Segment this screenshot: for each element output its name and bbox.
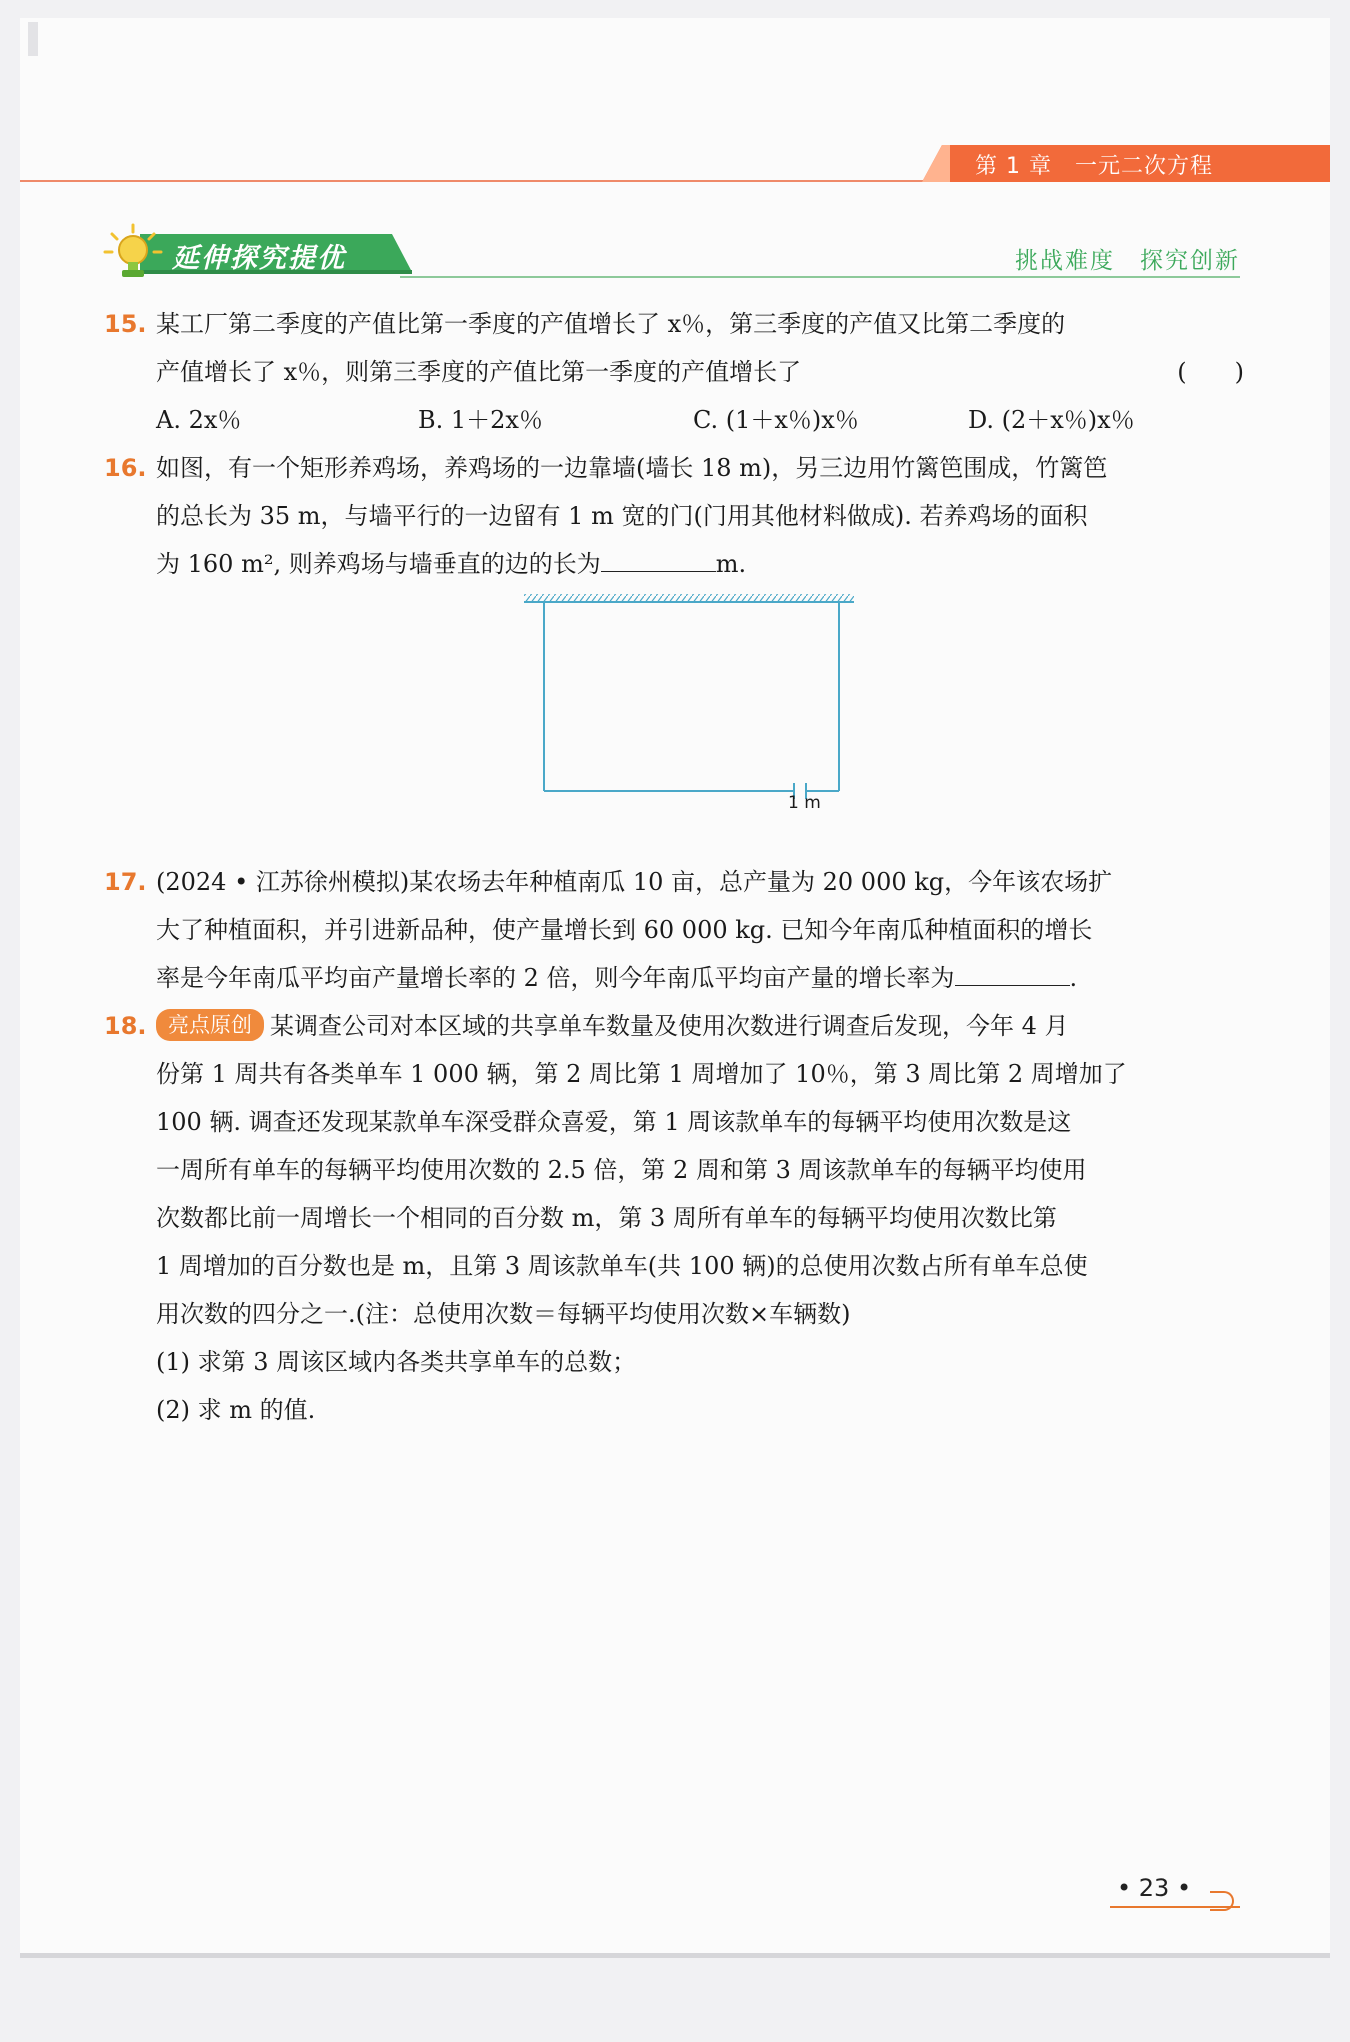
bottom-band bbox=[20, 1953, 1330, 1958]
option-d: D. (2＋x％)x％ bbox=[968, 406, 1135, 434]
option-c: C. (1＋x％)x％ bbox=[693, 406, 859, 434]
question-text-line: 次数都比前一周增长一个相同的百分数 m，第 3 周所有单车的每辆平均使用次数比第 bbox=[156, 1204, 1057, 1232]
sub-question-1: (1) 求第 3 周该区域内各类共享单车的总数； bbox=[156, 1348, 637, 1376]
figure-chicken-farm bbox=[104, 588, 1244, 858]
question-number: 18. bbox=[104, 1012, 147, 1040]
question-number: 15. bbox=[104, 310, 147, 338]
question-15 bbox=[104, 300, 1244, 444]
unit-text: m. bbox=[715, 550, 747, 578]
answer-blank bbox=[601, 547, 716, 572]
question-text-line: 如图，有一个矩形养鸡场，养鸡场的一边靠墙(墙长 18 m)，另三边用竹篱笆围成，竹篱笆 bbox=[156, 454, 1108, 482]
question-text-line: 产值增长了 x％，则第三季度的产值比第一季度的产值增长了 bbox=[156, 358, 802, 386]
rectangle-diagram bbox=[104, 588, 1244, 858]
question-text-line: 一周所有单车的每辆平均使用次数的 2.5 倍，第 2 周和第 3 周该款单车的每辆平均使用 bbox=[156, 1156, 1087, 1184]
question-text-line: 某工厂第二季度的产值比第一季度的产值增长了 x％，第三季度的产值又比第二季度的 bbox=[156, 310, 1066, 338]
question-text-line: 为 160 m², 则养鸡场与墙垂直的边的长为 bbox=[156, 550, 601, 578]
page-hook-icon bbox=[1210, 1891, 1234, 1911]
question-number: 16. bbox=[104, 454, 147, 482]
answer-blank bbox=[955, 961, 1070, 986]
sub-question-2: (2) 求 m 的值. bbox=[156, 1396, 316, 1424]
question-text-line: (2024 • 江苏徐州模拟)某农场去年种植南瓜 10 亩，总产量为 20 000 kg，今年该农场扩 bbox=[156, 868, 1113, 896]
section-subtitle: 挑战难度 探究创新 bbox=[1015, 248, 1240, 274]
question-text-line: 1 周增加的百分数也是 m，且第 3 周该款单车(共 100 辆)的总使用次数占所有单车总使 bbox=[156, 1252, 1088, 1280]
trophy-icon bbox=[102, 222, 164, 284]
option-b: B. 1＋2x％ bbox=[418, 406, 543, 434]
question-text-line: 份第 1 周共有各类单车 1 000 辆，第 2 周比第 1 周增加了 10％，第 3 周比第 2 周增加了 bbox=[156, 1060, 1127, 1088]
period: . bbox=[1069, 964, 1078, 992]
page-number: • 23 • bbox=[1117, 1874, 1192, 1902]
header-rule bbox=[20, 180, 925, 182]
question-text-line: 100 辆. 调查还发现某款单车深受群众喜爱，第 1 周该款单车的每辆平均使用次数是这 bbox=[156, 1108, 1072, 1136]
question-text-line: 的总长为 35 m，与墙平行的一边留有 1 m 宽的门(门用其他材料做成). 若养鸡场的面积 bbox=[156, 502, 1088, 530]
question-text-line: 率是今年南瓜平均亩产量增长率的 2 倍，则今年南瓜平均亩产量的增长率为 bbox=[156, 964, 955, 992]
highlight-badge: 亮点原创 bbox=[156, 1009, 264, 1041]
wall-hatching bbox=[524, 594, 854, 602]
door-label: 1 m bbox=[788, 793, 821, 813]
option-a: A. 2x％ bbox=[156, 406, 242, 434]
chapter-title: 第 1 章 一元二次方程 bbox=[975, 154, 1213, 179]
answer-bracket: ( ) bbox=[1177, 358, 1244, 386]
footer-rule bbox=[1110, 1906, 1240, 1908]
question-17 bbox=[104, 858, 1244, 1002]
question-text-line: 用次数的四分之一.(注：总使用次数＝每辆平均使用次数×车辆数) bbox=[156, 1300, 851, 1328]
section-title: 延伸探究提优 bbox=[172, 243, 346, 274]
section-rule bbox=[400, 276, 1240, 278]
question-number: 17. bbox=[104, 868, 147, 896]
questions bbox=[104, 300, 1244, 1434]
question-text-line: 某调查公司对本区域的共享单车数量及使用次数进行调查后发现，今年 4 月 bbox=[270, 1012, 1069, 1040]
question-18 bbox=[104, 1002, 1244, 1434]
binding-edge bbox=[28, 22, 38, 56]
question-16 bbox=[104, 444, 1244, 588]
options bbox=[156, 396, 1244, 444]
question-text-line: 大了种植面积，并引进新品种，使产量增长到 60 000 kg. 已知今年南瓜种植面积的增长 bbox=[156, 916, 1093, 944]
